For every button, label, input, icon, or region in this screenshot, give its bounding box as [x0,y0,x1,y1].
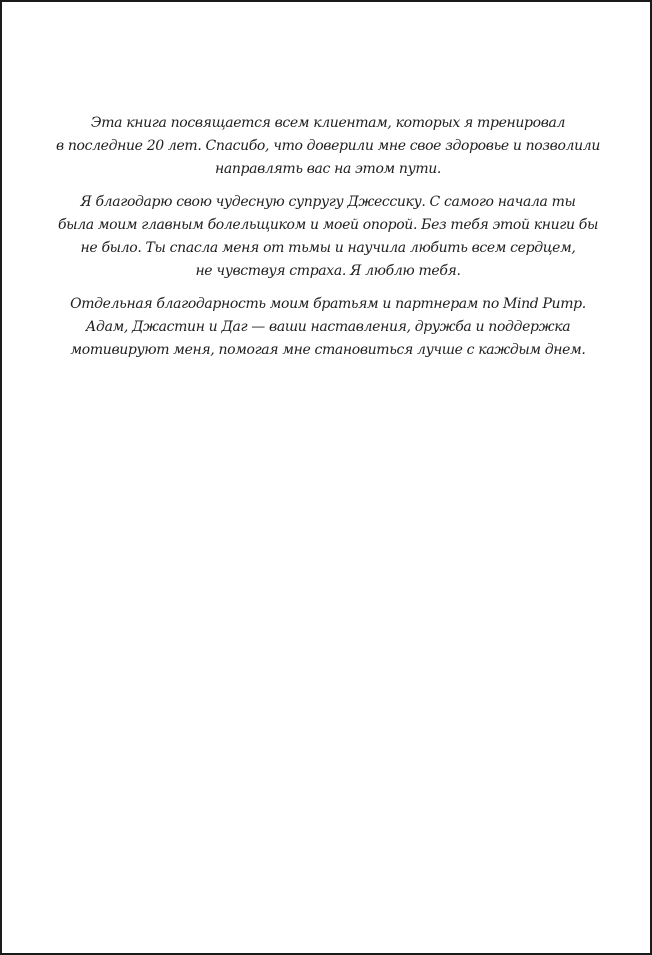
dedication-paragraph-clients [42,112,614,181]
text-line: Я благодарю свою чудесную супругу Джессику. С самого начала ты [80,194,576,210]
text-line: Эта книга посвящается всем клиентам, которых я тренировал [90,115,566,131]
text-line: была моим главным болельщиком и моей опорой. Без тебя этой книги бы [57,217,599,233]
dedication-text [42,112,614,372]
dedication-paragraph-spouse [42,191,614,283]
text-line: Отдельная благодарность моим братьям и партнерам по Mind Pump. [70,296,586,312]
text-line: мотивируют меня, помогая мне становиться лучше с каждым днем. [70,342,586,358]
text-line: не чувствуя страха. Я люблю тебя. [195,263,461,279]
text-line: в последние 20 лет. Спасибо, что доверили мне свое здоровье и позволили [55,138,601,154]
text-line: Адам, Джастин и Даг — ваши наставления, дружба и поддержка [85,319,571,335]
text-line: не было. Ты спасла меня от тьмы и научила любить всем сердцем, [80,240,576,256]
dedication-paragraph-partners [42,293,614,362]
text-line: направлять вас на этом пути. [214,161,442,177]
